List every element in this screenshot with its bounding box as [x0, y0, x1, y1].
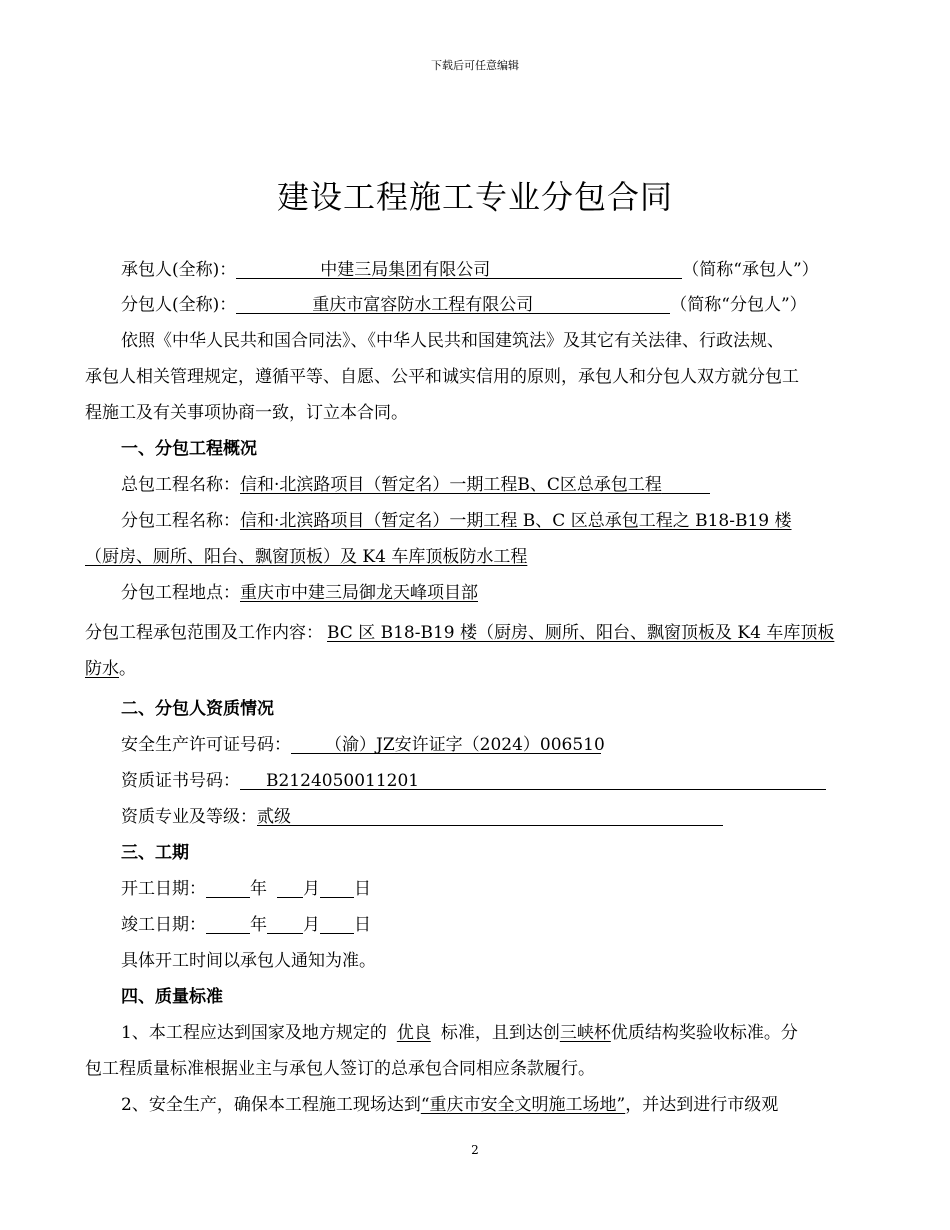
- license-field: [291, 734, 605, 755]
- contractor-line: [121, 259, 875, 281]
- header-note: 下载后可任意编辑: [431, 59, 519, 72]
- contractor-value: 中建三局集团有限公司: [320, 260, 491, 280]
- section3-heading: 三、工期: [121, 843, 189, 863]
- start-date-line: [121, 878, 875, 900]
- location-label: 分包工程地点：: [121, 583, 240, 603]
- scope-end: 。: [119, 659, 136, 679]
- main-project-value: 信和·北滨路项目（暂定名）一期工程B、C区总承包工程: [240, 475, 662, 495]
- page-number: 2: [471, 1143, 479, 1157]
- contractor-short: （简称“承包人”）: [682, 260, 819, 280]
- main-project-blank: [662, 474, 710, 494]
- end-label: 竣工日期：: [121, 915, 206, 935]
- start-year-blank[interactable]: [206, 878, 250, 898]
- sub-value: 重庆市富容防水工程有限公司: [312, 295, 534, 315]
- quality-line-1: [121, 1022, 875, 1044]
- location-value: 重庆市中建三局御龙天峰项目部: [240, 583, 478, 603]
- sub-project-value-2: （厨房、厕所、阳台、飘窗顶板）及 K4 车库顶板防水工程: [85, 547, 528, 567]
- license-line: [121, 734, 875, 756]
- contractor-label: 承包人(全称)：: [121, 260, 237, 280]
- quality-text-a: 1、本工程应达到国家及地方规定的: [121, 1023, 387, 1043]
- quality-grade: 优良: [396, 1023, 431, 1043]
- cert-value: B2124050011201: [266, 771, 420, 791]
- section2-heading: 二、分包人资质情况: [121, 699, 274, 719]
- sub-label: 分包人(全称)：: [121, 295, 237, 315]
- main-project-line: [121, 474, 875, 496]
- start-month-blank[interactable]: [277, 878, 303, 898]
- location-line: [121, 582, 875, 604]
- scope-line: [85, 622, 875, 644]
- cert-line: [121, 770, 875, 792]
- grade-line: [121, 806, 875, 828]
- grade-field: [257, 806, 723, 826]
- safety-text-c: ，并达到进行市级观: [625, 1095, 779, 1115]
- intro-line-1: 依照《中华人民共和国合同法》、《中华人民共和国建筑法》及其它有关法律、行政法规、: [121, 331, 784, 351]
- safety-standard: “重庆市安全文明施工场地”: [420, 1095, 626, 1115]
- scope-line-2: [85, 658, 875, 680]
- sub-project-label: 分包工程名称：: [121, 511, 240, 531]
- sub-project-line-2: [85, 546, 875, 568]
- license-label: 安全生产许可证号码：: [121, 735, 291, 755]
- grade-label: 资质专业及等级：: [121, 807, 257, 827]
- intro-line-2: 承包人相关管理规定，遵循平等、自愿、公平和诚实信用的原则，承包人和分包人双方就分包工: [85, 367, 799, 387]
- scope-value-1: BC 区 B18-B19 楼（厨房、厕所、阳台、飘窗顶板及 K4 车库顶板: [327, 623, 835, 643]
- end-month: 月: [303, 915, 320, 935]
- grade-value: 贰级: [257, 807, 291, 827]
- quality-award: 三峡杯: [559, 1023, 611, 1043]
- scope-value-2: 防水: [85, 659, 119, 679]
- end-date-line: [121, 914, 875, 936]
- contractor-field: [236, 259, 682, 279]
- scope-label: 分包工程承包范围及工作内容：: [85, 623, 323, 643]
- sub-field: [236, 294, 670, 314]
- intro-line-3: 程施工及有关事项协商一致，订立本合同。: [85, 403, 408, 423]
- license-value: （渝）JZ安许证字（2024）006510: [325, 735, 605, 755]
- sub-project-value-1: 信和·北滨路项目（暂定名）一期工程 B、C 区总承包工程之 B18-B19 楼: [240, 511, 792, 531]
- section1-heading: 一、分包工程概况: [121, 439, 257, 459]
- section4-heading: 四、质量标准: [121, 987, 223, 1007]
- end-month-blank[interactable]: [267, 914, 303, 934]
- start-year: 年: [250, 879, 267, 899]
- subcontractor-line: [121, 294, 875, 316]
- quality-line-2: 包工程质量标准根据业主与承包人签订的总承包合同相应条款履行。: [85, 1059, 595, 1079]
- quality-text-e: 优质结构奖验收标准。分: [610, 1023, 798, 1043]
- start-month: 月: [303, 879, 320, 899]
- main-project-label: 总包工程名称：: [121, 475, 240, 495]
- document-title: 建设工程施工专业分包合同: [276, 178, 673, 216]
- sub-short: （简称“分包人”）: [670, 295, 807, 315]
- end-day: 日: [354, 915, 371, 935]
- end-day-blank[interactable]: [320, 914, 354, 934]
- end-year: 年: [250, 915, 267, 935]
- start-day-blank[interactable]: [320, 878, 354, 898]
- sub-project-line: [121, 510, 875, 532]
- start-note: 具体开工时间以承包人通知为准。: [121, 951, 376, 971]
- cert-field: [240, 770, 826, 790]
- start-label: 开工日期：: [121, 879, 206, 899]
- quality-text-c: 标准，且到达创: [440, 1023, 560, 1043]
- safety-line: [121, 1094, 875, 1116]
- end-year-blank[interactable]: [206, 914, 250, 934]
- start-day: 日: [354, 879, 371, 899]
- safety-text-a: 2、安全生产，确保本工程施工现场达到: [121, 1095, 421, 1115]
- cert-label: 资质证书号码：: [121, 771, 240, 791]
